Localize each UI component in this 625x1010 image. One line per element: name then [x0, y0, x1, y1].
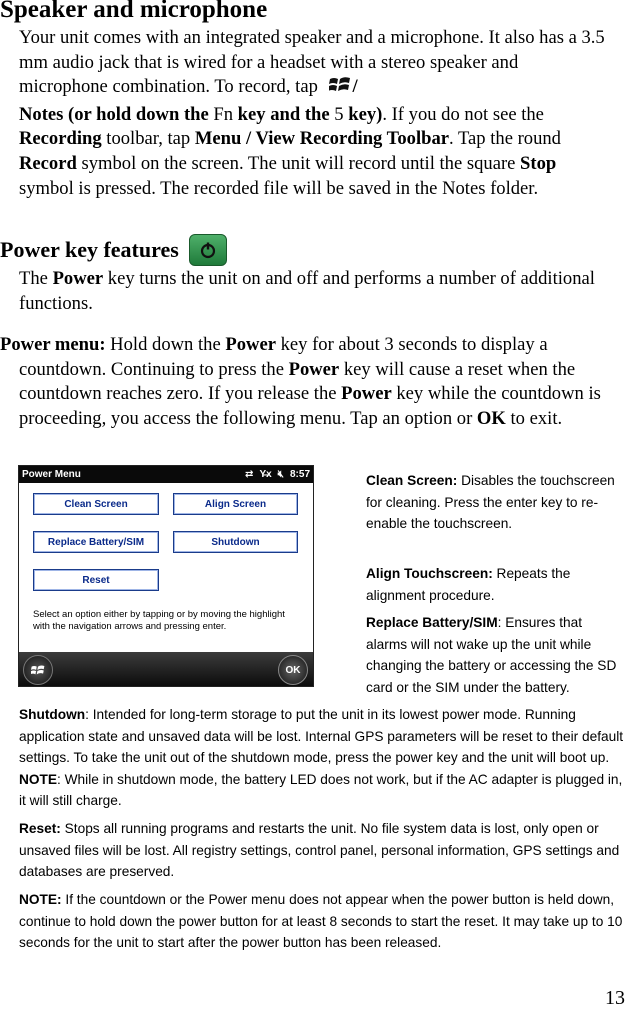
- recording-bold: Recording: [19, 128, 102, 150]
- speaker-text-1: Your unit comes with an integrated speaker and a microphone. It also has a 3.5 mm audio jack that is wired for a headset with a stereo speaker and microphone combination. To record, tap: [19, 27, 605, 98]
- power-menu-e: to exit.: [505, 407, 563, 429]
- replace-battery-button: Replace Battery/SIM: [33, 531, 159, 553]
- device-start-icon: [23, 655, 53, 685]
- device-time: 8:57: [289, 469, 310, 480]
- side-replace-battery: [366, 612, 624, 698]
- menu-bold: Menu / View Recording Toolbar: [194, 128, 450, 150]
- five-key: 5: [334, 103, 344, 125]
- shutdown-label: Shutdown: [19, 707, 86, 722]
- reset-label: Reset:: [19, 821, 61, 836]
- speaker-text-3: toolbar, tap: [101, 128, 195, 150]
- speaker-text-4: . Tap the round: [449, 128, 561, 150]
- key-close: key): [343, 103, 383, 125]
- shutdown-note-text: : While in shutdown mode, the battery LED does not work, but if the AC adapter is plugged in, it will still charge.: [19, 771, 623, 809]
- side-align-touchscreen: [366, 563, 624, 606]
- note-label: NOTE:: [19, 892, 62, 907]
- countdown-note: [19, 889, 625, 954]
- power-menu-c: key will cause a reset when the countdown reaches zero. If you release the: [19, 358, 576, 405]
- device-bottom-bar: [19, 652, 313, 686]
- align-touchscreen-label: Align Touchscreen:: [366, 566, 493, 581]
- page-number: 13: [605, 987, 625, 1009]
- windows-start-icon: [329, 75, 351, 103]
- heading-speaker-microphone: Speaker and microphone: [0, 0, 268, 23]
- reset-text: Stops all running programs and restarts the unit. No file system data is lost, only open or unsaved files will be lost. All registry settings, control panel, personal information, GPS settings and databases are preserved.: [19, 821, 620, 880]
- notes-bold: Notes (or hold down the: [19, 103, 214, 125]
- device-title-bar: [19, 466, 313, 483]
- power-intro-a: The: [19, 268, 53, 289]
- side-clean-screen: [366, 470, 624, 535]
- reset-description: [19, 818, 625, 883]
- power-bold-1: Power: [225, 334, 276, 355]
- speaker-text-5: symbol on the screen. The unit will record until the square: [76, 152, 521, 174]
- align-screen-button: Align Screen: [173, 493, 298, 515]
- replace-battery-text: : Ensures that alarms will not wake up the unit while changing the battery or accessing the SD card or the SIM under the battery.: [366, 615, 617, 695]
- clean-screen-button: Clean Screen: [33, 493, 159, 515]
- device-help-text: Select an option either by tapping or by moving the highlight with the navigation arrows and pressing enter.: [33, 609, 285, 632]
- power-icon: [189, 234, 227, 266]
- power-bold-3: Power: [341, 383, 392, 405]
- speaker-text-2: . If you do not see the: [382, 103, 544, 125]
- power-menu-label: Power menu:: [0, 334, 106, 355]
- power-intro: [19, 267, 611, 316]
- power-bold-2: Power: [288, 358, 340, 380]
- device-ok-button: OK: [278, 655, 308, 685]
- stop-bold: Stop: [520, 152, 557, 174]
- fn-key: Fn: [213, 103, 234, 125]
- speaker-paragraph: [19, 26, 611, 201]
- align-touchscreen-text: Repeats the alignment procedure.: [366, 566, 571, 603]
- record-bold: Record: [19, 152, 77, 174]
- power-menu-a: Hold down the: [105, 334, 226, 355]
- clean-screen-text: Disables the touchscreen for cleaning. Press the enter key to re-enable the touchscreen.: [366, 473, 615, 531]
- power-bold: Power: [52, 268, 104, 289]
- connectivity-icon: ⇄: [245, 469, 254, 480]
- slash: /: [352, 76, 358, 98]
- device-title: Power Menu: [22, 469, 81, 480]
- no-signal-icon: Y̶x: [259, 469, 272, 480]
- ok-bold: OK: [476, 407, 506, 429]
- heading-power-key-text: Power key features: [0, 237, 179, 262]
- shutdown-note-label: NOTE: [19, 771, 58, 787]
- speaker-muted-icon: 🔇︎: [277, 469, 284, 480]
- power-intro-b: key turns the unit on and off and performs a number of additional functions.: [19, 268, 595, 314]
- shutdown-button: Shutdown: [173, 531, 298, 553]
- clean-screen-label: Clean Screen:: [366, 473, 458, 488]
- power-menu-b: key for about 3 seconds to display a countdown. Continuing to press the: [19, 334, 548, 380]
- power-menu-d: key while the countdown is proceeding, you access the following menu. Tap an option or: [19, 383, 601, 429]
- shutdown-text: : Intended for long-term storage to put the unit in its lowest power mode. Running application state and unsaved data will be lost. Internal GPS parameters will be reset to their default settings. To take the unit out of the shutdown mode, press the power key and the unit will boot up.: [19, 707, 624, 766]
- reset-button: Reset: [33, 569, 159, 591]
- device-status: [245, 469, 310, 480]
- note-text: If the countdown or the Power menu does not appear when the power button is held down, continue to hold down the power button for at least 8 seconds to start the reset. It may take up to 10 seconds for the unit to start after the power button has been released.: [19, 892, 623, 951]
- shutdown-description: [19, 704, 625, 812]
- key-and-the: key and the: [233, 103, 335, 125]
- heading-power-key: [0, 234, 227, 266]
- power-menu-paragraph: [0, 333, 611, 431]
- speaker-text-6: symbol is pressed. The recorded file will be saved in the Notes folder.: [19, 177, 539, 199]
- power-menu-screenshot: [18, 465, 314, 687]
- replace-battery-label: Replace Battery/SIM: [366, 615, 498, 630]
